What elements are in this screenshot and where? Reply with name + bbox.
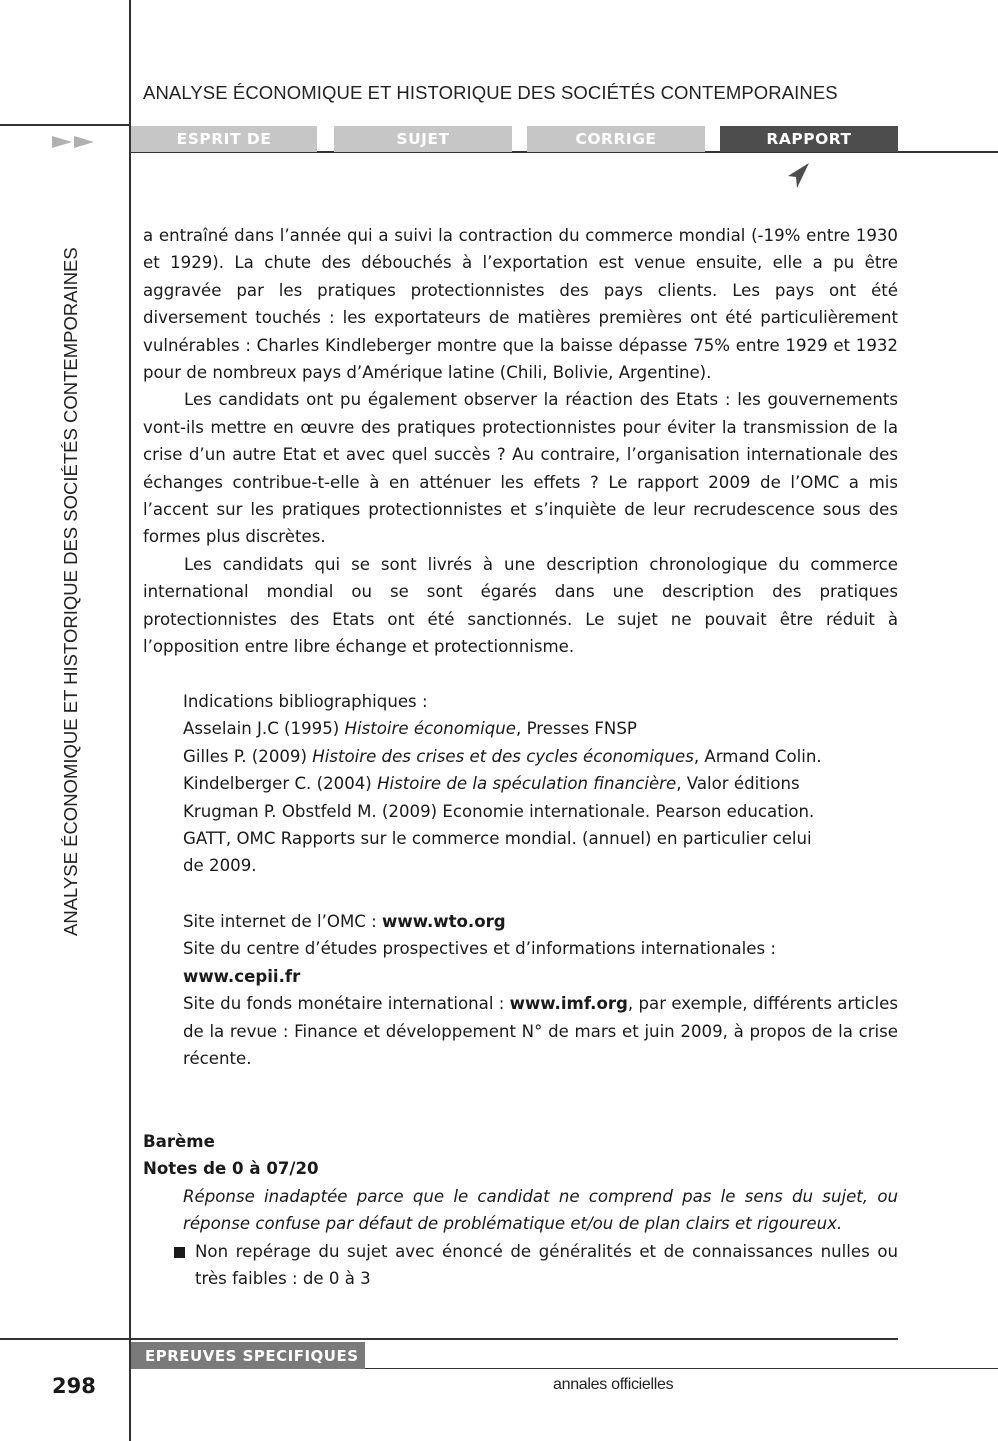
- omc-link[interactable]: www.wto.org: [382, 912, 506, 931]
- tab-sujet[interactable]: SUJET: [334, 126, 512, 152]
- website-cepii-label: Site du centre d’études prospectives et d’informations internationales :: [183, 939, 777, 959]
- left-vertical-rule: [129, 0, 131, 1441]
- bibliography: [183, 688, 898, 880]
- bibliography-entry: Asselain J.C (1995) Histoire économique, Presses FNSP: [183, 719, 637, 739]
- bibliography-entry: de 2009.: [183, 856, 257, 876]
- bibliography-entry: GATT, OMC Rapports sur le commerce mondial. (annuel) en particulier celui: [183, 829, 812, 849]
- paragraph-3: Les candidats qui se sont livrés à une description chronologique du commerce international mondial ou se sont égarés dans une description des pratiques protectionnistes des Etats ont été sanctionnés. Le sujet ne pouvait être réduit à l’opposition entre libre échange et protectionnisme.: [143, 554, 898, 657]
- header-title: ANALYSE ÉCONOMIQUE ET HISTORIQUE DES SOCIÉTÉS CONTEMPORAINES: [143, 82, 838, 103]
- paragraph-2: Les candidats ont pu également observer la réaction des Etats : les gouvernements vont-ils mettre en œuvre des pratiques protectionnistes pour éviter la transmission de la crise d’un autre Etat et avec quel succès ? Au contraire, l’organisation internationale des échanges contribue-t-elle à en atténuer les effets ? Le rapport 2009 de l’OMC a mis l’accent sur les pratiques protectionnistes et s’inquiète de leur recrudescence sous des formes plus discrètes.: [143, 390, 898, 547]
- bibliography-heading: Indications bibliographiques :: [183, 692, 428, 711]
- cepii-link[interactable]: www.cepii.fr: [183, 966, 301, 986]
- bareme-description: Réponse inadaptée parce que le candidat ne comprend pas le sens du sujet, ou réponse confuse par défaut de problématique et/ou de plan clairs et rigoureux.: [183, 1186, 898, 1234]
- bibliography-entry: Kindelberger C. (2004) Histoire de la spéculation financière, Valor éditions: [183, 774, 800, 794]
- bareme-title: Barème: [143, 1132, 215, 1151]
- website-cepii: [183, 963, 898, 990]
- square-bullet-icon: [174, 1247, 185, 1258]
- imf-link[interactable]: www.imf.org: [509, 994, 628, 1014]
- paragraph-1: a entraîné dans l’année qui a suivi la contraction du commerce mondial (-19% entre 1930 et 1929). La chute des débouchés à l’exportation est venue ensuite, elle a pu être aggravée par les pratiques protectionnistes des pays clients. Les pays ont été diversement touchés : les exportateurs de matières premières ont été particulièrement vulnérables : Charles Kindleberger montre que la baisse dépasse 75% entre 1929 et 1932 pour de nombreux pays d’Amérique latine (Chili, Bolivie, Argentine).: [143, 226, 898, 383]
- bareme-bullet-text: Non repérage du sujet avec énoncé de généralités et de connaissances nulles ou très faibles : de 0 à 3: [195, 1241, 898, 1289]
- notes-title: Notes de 0 à 07/20: [143, 1159, 319, 1179]
- footer-rule: [0, 1338, 898, 1340]
- double-arrow-icon: [52, 132, 98, 152]
- tab-esprit-epreuve[interactable]: ESPRIT DE L’EPREUVE: [131, 126, 317, 152]
- header-rule-left: [0, 124, 131, 126]
- bibliography-entry: Krugman P. Obstfeld M. (2009) Economie internationale. Pearson education.: [183, 801, 815, 821]
- bareme-section: [143, 1128, 898, 1292]
- tab-corrige[interactable]: CORRIGE: [527, 126, 705, 152]
- page-number: 298: [52, 1374, 96, 1398]
- cursor-arrow-icon: [784, 160, 812, 190]
- bareme-bullet: [174, 1238, 898, 1293]
- sidebar-vertical-title: ANALYSE ÉCONOMIQUE ET HISTORIQUE DES SOCIÉTÉS CONTEMPORAINES: [60, 247, 81, 936]
- main-text: [143, 222, 898, 661]
- tab-rapport[interactable]: RAPPORT: [720, 126, 898, 152]
- publication-name: annales officielles: [553, 1376, 674, 1393]
- websites: [183, 908, 898, 1072]
- bibliography-entry: Gilles P. (2009) Histoire des crises et des cycles économiques, Armand Colin.: [183, 746, 822, 766]
- footer-section-label: EPREUVES SPECIFIQUES: [131, 1342, 365, 1369]
- website-omc: Site internet de l’OMC : www.wto.org: [183, 912, 506, 931]
- website-imf: Site du fonds monétaire international : www.imf.org, par exemple, différents articles de la revue : Finance et développement N° de mars et juin 2009, à propos de la crise récente.: [183, 994, 898, 1069]
